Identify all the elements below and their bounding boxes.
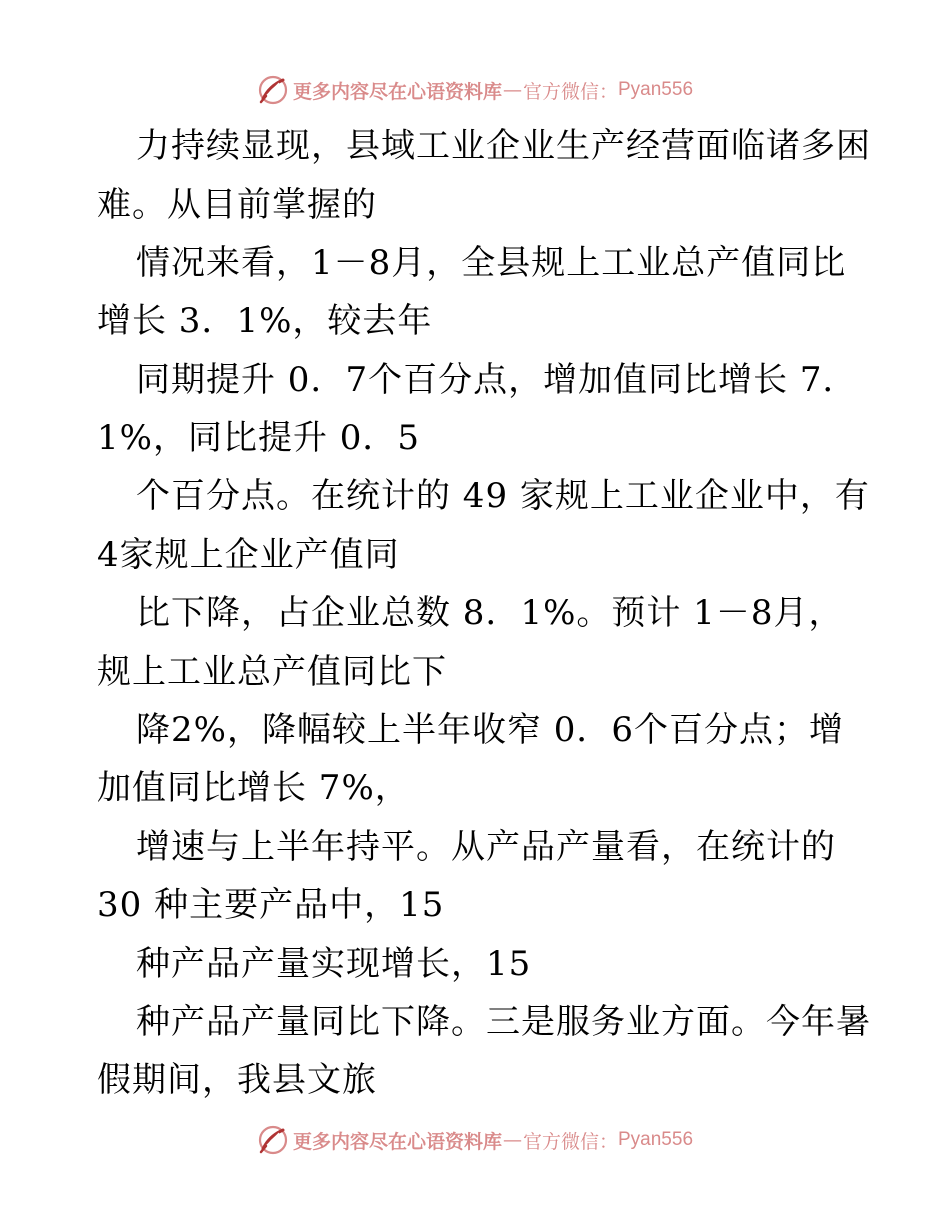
- footer-banner: [0, 1122, 950, 1158]
- banner-library-text: 更多内容尽在心语资料库: [292, 80, 502, 103]
- banner-library-text: 更多内容尽在心语资料库: [292, 1130, 502, 1153]
- text-line: 同期提升 0．7个百分点，增加值同比增长 7．: [136, 360, 858, 400]
- banner-separator: —: [502, 79, 522, 101]
- text-line: 力持续显现，县域工业企业生产经营面临诸多困: [136, 126, 871, 166]
- text-line: 种产品产量实现增长，15: [136, 944, 532, 984]
- text-line: 规上工业总产值同比下: [97, 652, 447, 692]
- banner-wechat-label: 官方微信：: [522, 1130, 618, 1153]
- text-line: 个百分点。在统计的 49 家规上工业企业中，有: [136, 476, 870, 516]
- banner-wechat-label: 官方微信：: [522, 80, 618, 103]
- text-line: 30 种主要产品中，15: [97, 885, 445, 925]
- banner-wechat-id: Pyan556: [618, 1129, 694, 1150]
- text-line: 增长 3．1%，较去年: [97, 301, 433, 341]
- text-line: 降2%，降幅较上半年收窄 0．6个百分点；增: [136, 710, 845, 750]
- banner-separator: —: [502, 1129, 522, 1151]
- text-line: 增速与上半年持平。从产品产量看，在统计的: [136, 827, 836, 867]
- text-line: 种产品产量同比下降。三是服务业方面。今年暑: [136, 1002, 871, 1042]
- text-line: 假期间，我县文旅: [97, 1060, 377, 1100]
- text-line: 1%，同比提升 0．5: [97, 418, 421, 458]
- banner-wechat-id: Pyan556: [618, 79, 694, 100]
- pen-circle-logo-icon: [257, 1124, 289, 1156]
- text-line: 加值同比增长 7%，: [97, 768, 410, 808]
- text-line: 4家规上企业产值同: [97, 535, 400, 575]
- text-line: 情况来看，1－8月，全县规上工业总产值同比: [136, 243, 847, 283]
- text-line: 难。从目前掌握的: [97, 185, 377, 225]
- text-line: 比下降，占企业总数 8．1%。预计 1－8月，: [136, 593, 844, 633]
- pen-circle-logo-icon: [257, 74, 289, 106]
- header-banner: [0, 72, 950, 108]
